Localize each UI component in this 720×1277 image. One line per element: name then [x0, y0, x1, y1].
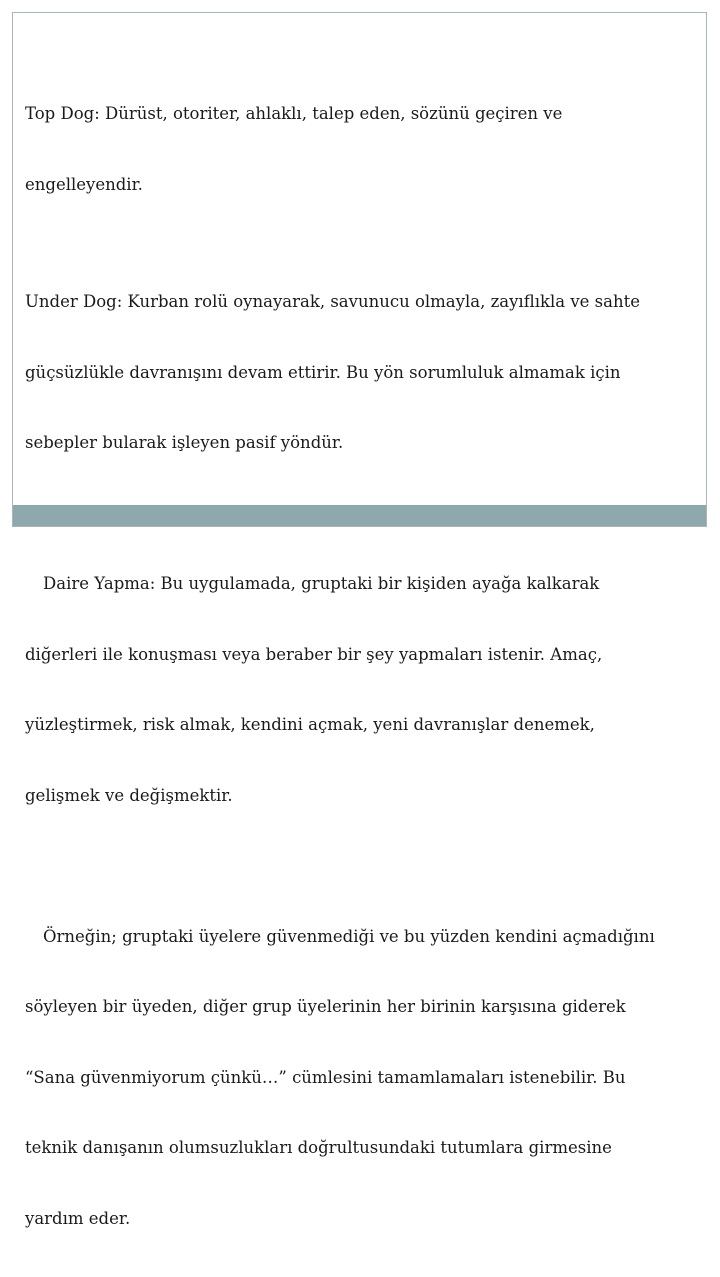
text-line: Top Dog: Dürüst, otoriter, ahlaklı, talep eden, sözünü geçiren ve	[25, 102, 695, 126]
text-line: engelleyendir.	[25, 173, 695, 197]
slide-body-text	[25, 55, 695, 1277]
text-line: yardım eder.	[25, 1207, 695, 1231]
text-line: güçsüzlükle davranışını devam ettirir. Bu yön sorumluluk almamak için	[25, 361, 695, 385]
text-line: teknik danışanın olumsuzlukları doğrultusundaki tutumlara girmesine	[25, 1136, 695, 1160]
text-line: yüzleştirmek, risk almak, kendini açmak, yeni davranışlar denemek,	[25, 713, 695, 737]
paragraph-daire-yapma	[25, 525, 695, 854]
paragraph-under-dog	[25, 243, 695, 502]
slide	[12, 12, 707, 527]
text-line: Under Dog: Kurban rolü oynayarak, savunucu olmayla, zayıflıkla ve sahte	[25, 290, 695, 314]
paragraph-ornegin	[25, 878, 695, 1277]
text-line: Daire Yapma: Bu uygulamada, gruptaki bir kişiden ayağa kalkarak	[25, 572, 695, 596]
text-line: diğerleri ile konuşması veya beraber bir şey yapmaları istenir. Amaç,	[25, 643, 695, 667]
paragraph-top-dog	[25, 55, 695, 243]
text-line: sebepler bularak işleyen pasif yöndür.	[25, 431, 695, 455]
text-line: söyleyen bir üyeden, diğer grup üyelerinin her birinin karşısına giderek	[25, 995, 695, 1019]
text-line: “Sana güvenmiyorum çünkü…” cümlesini tamamlamaları istenebilir. Bu	[25, 1066, 695, 1090]
footer-bar	[13, 505, 706, 526]
text-line: gelişmek ve değişmektir.	[25, 784, 695, 808]
paragraph-spacer	[25, 854, 695, 878]
text-line: Örneğin; gruptaki üyelere güvenmediği ve bu yüzden kendini açmadığını	[25, 925, 695, 949]
